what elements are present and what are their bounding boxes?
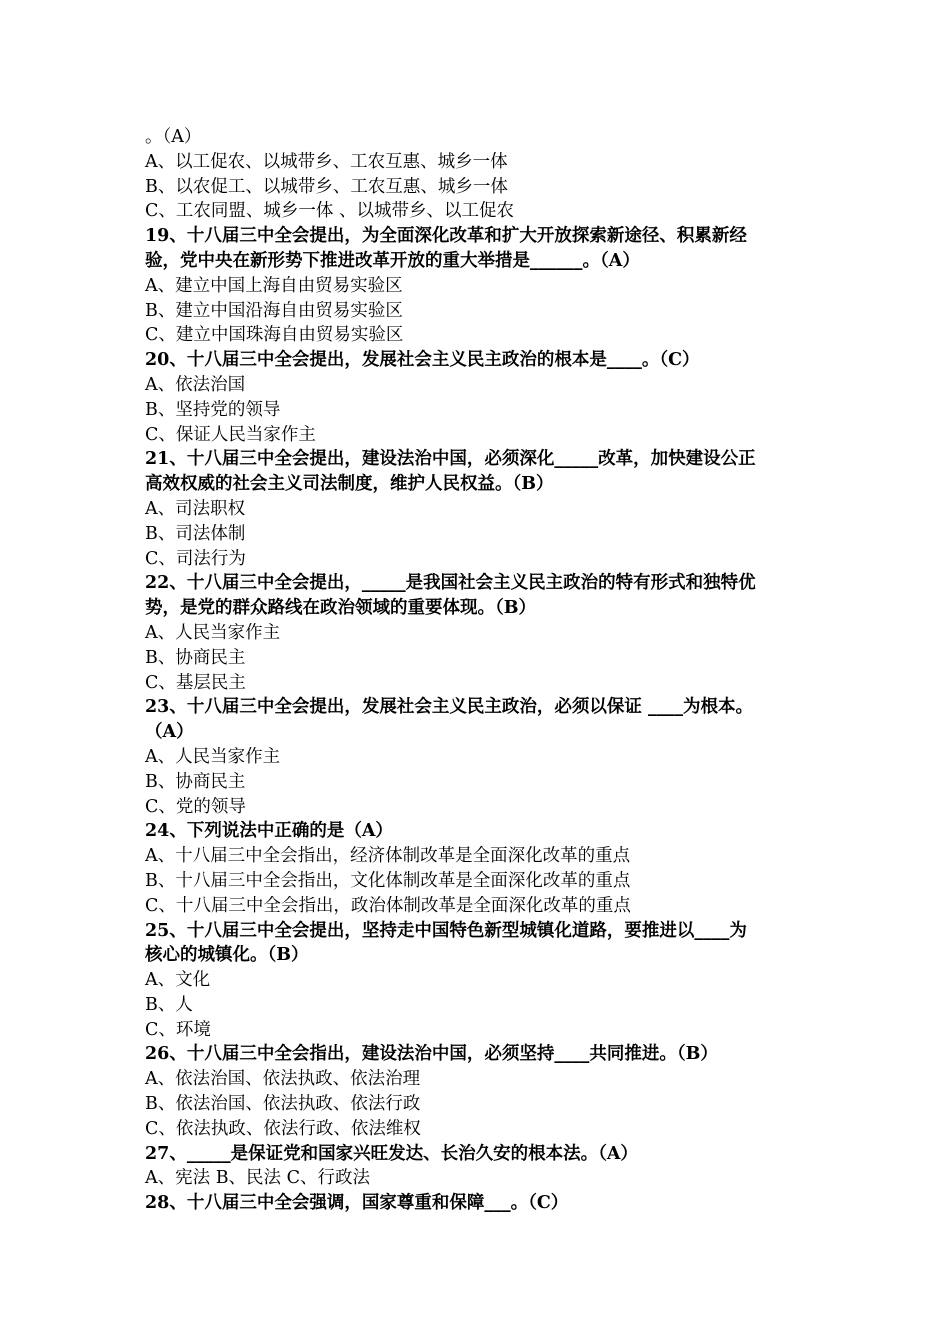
option-a: A、依法治国、依法执政、依法治理: [145, 1069, 421, 1090]
option-b: B、坚持党的领导: [145, 399, 281, 420]
option-c: C、工农同盟、城乡一体 、以城带乡、以工促农: [145, 201, 514, 222]
option-b: B、十八届三中全会指出，文化体制改革是全面深化改革的重点: [145, 870, 631, 891]
document-page: [145, 125, 815, 1216]
option-a: A、建立中国上海自由贸易实验区: [145, 275, 403, 296]
question-24: 24、下列说法中正确的是（A）: [145, 821, 393, 842]
option-a: A、十八届三中全会指出，经济体制改革是全面深化改革的重点: [145, 846, 631, 867]
option-c: C、基层民主: [145, 672, 246, 693]
option-a: A、文化: [145, 970, 211, 991]
question-20: 20、十八届三中全会提出，发展社会主义民主政治的根本是____。（C）: [145, 350, 700, 371]
question-25-cont: 核心的城镇化。（B）: [145, 945, 309, 966]
option-c: C、环境: [145, 1019, 211, 1040]
option-a: A、以工促农、以城带乡、工农互惠、城乡一体: [145, 151, 508, 172]
question-27: 27、_____是保证党和国家兴旺发达、长治久安的根本法。（A）: [145, 1143, 638, 1164]
question-25: 25、十八届三中全会提出，坚持走中国特色新型城镇化道路，要推进以____为: [145, 920, 747, 941]
question-21: 21、十八届三中全会提出，建设法治中国，必须深化_____改革，加快建设公正: [145, 449, 756, 470]
option-c: C、建立中国珠海自由贸易实验区: [145, 325, 404, 346]
question-22-cont: 势，是党的群众路线在政治领域的重要体现。（B）: [145, 598, 537, 619]
option-b: B、协商民主: [145, 771, 246, 792]
option-b: B、司法体制: [145, 523, 246, 544]
option-b: B、协商民主: [145, 647, 246, 668]
option-a: A、人民当家作主: [145, 622, 281, 643]
option-b: B、以农促工、以城带乡、工农互惠、城乡一体: [145, 176, 508, 197]
option-b: B、人: [145, 994, 193, 1015]
option-b: B、建立中国沿海自由贸易实验区: [145, 300, 403, 321]
option-a: A、人民当家作主: [145, 746, 281, 767]
option-b: B、依法治国、依法执政、依法行政: [145, 1094, 421, 1115]
question-19-cont: 验，党中央在新形势下推进改革开放的重大举措是______。（A）: [145, 250, 640, 271]
option-c: C、保证人民当家作主: [145, 424, 316, 445]
question-28: 28、十八届三中全会强调，国家尊重和保障___。（C）: [145, 1193, 569, 1214]
option-a: A、司法职权: [145, 498, 246, 519]
question-21-cont: 高效权威的社会主义司法制度，维护人民权益。（B）: [145, 474, 554, 495]
question-19: 19、十八届三中全会提出，为全面深化改革和扩大开放探索新途径、积累新经: [145, 226, 747, 247]
question-23: 23、十八届三中全会提出，发展社会主义民主政治，必须以保证 ____为根本。: [145, 697, 753, 718]
text-line: 。（A）: [145, 127, 202, 147]
question-26: 26、十八届三中全会指出，建设法治中国，必须坚持____共同推进。（B）: [145, 1044, 718, 1065]
option-c: C、依法执政、依法行政、依法维权: [145, 1118, 421, 1139]
question-23-cont: （A）: [145, 722, 194, 743]
option-a: A、依法治国: [145, 374, 246, 395]
option-c: C、司法行为: [145, 548, 246, 569]
question-22: 22、十八届三中全会提出，_____是我国社会主义民主政治的特有形式和独特优: [145, 573, 756, 594]
option-c: C、十八届三中全会指出，政治体制改革是全面深化改革的重点: [145, 895, 631, 916]
options-abc: A、宪法 B、民法 C、行政法: [145, 1168, 371, 1189]
option-c: C、党的领导: [145, 796, 246, 817]
